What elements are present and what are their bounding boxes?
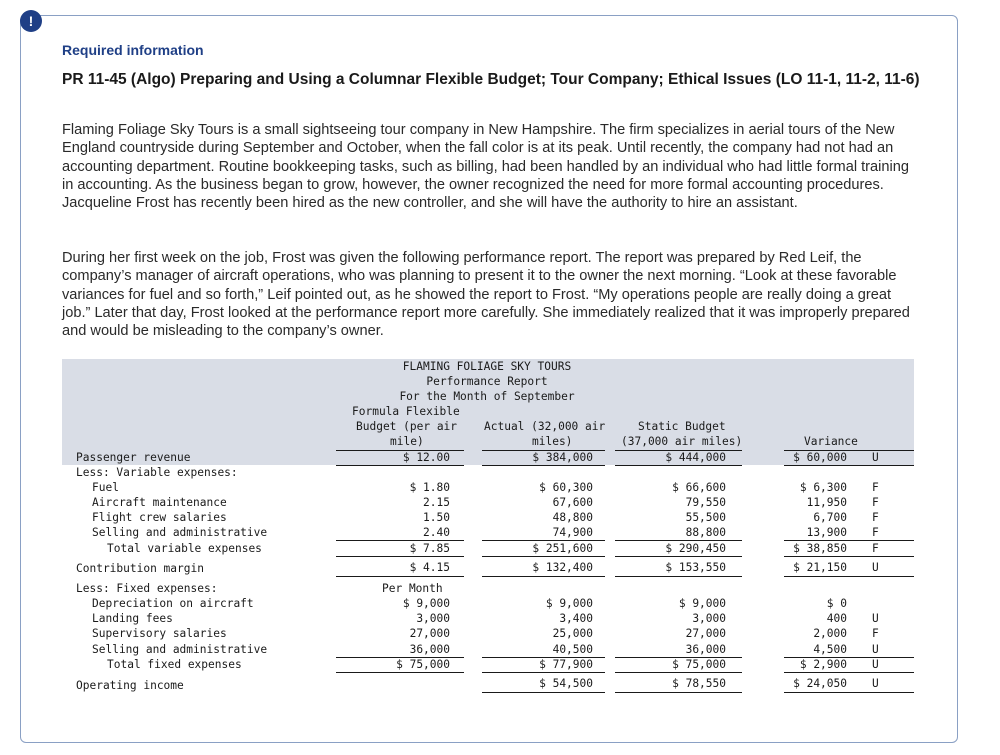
row-rule [784, 540, 914, 541]
row-rule [482, 556, 605, 557]
variance-flag: F [872, 481, 879, 494]
row-rule [784, 556, 914, 557]
formula-value: 2.15 [423, 496, 450, 509]
row-label: Selling and administrative [92, 526, 268, 539]
actual-value: $ 54,500 [539, 677, 593, 690]
row-rule [336, 556, 464, 557]
formula-value: $ 7.85 [409, 542, 450, 555]
static-value: 27,000 [685, 627, 726, 640]
row-label: Fuel [92, 481, 119, 494]
variance-value: 4,500 [813, 643, 847, 656]
static-value: 55,500 [685, 511, 726, 524]
static-value: $ 9,000 [678, 597, 726, 610]
variance-flag: F [872, 627, 879, 640]
row-rule [784, 672, 914, 673]
col-formula-line3: mile) [390, 435, 424, 448]
actual-value: 67,600 [552, 496, 593, 509]
section-label: Less: Fixed expenses: [76, 582, 218, 595]
row-label: Supervisory salaries [92, 627, 227, 640]
row-label: Passenger revenue [76, 451, 191, 464]
variance-flag: U [872, 612, 879, 625]
row-rule [784, 465, 914, 466]
row-rule [336, 540, 464, 541]
actual-value: $ 251,600 [532, 542, 593, 555]
formula-value: $ 12.00 [402, 451, 450, 464]
col-formula-line2: Budget (per air [356, 420, 458, 433]
formula-value: 27,000 [409, 627, 450, 640]
actual-value: $ 132,400 [532, 561, 593, 574]
row-rule [336, 465, 464, 466]
row-label: Total fixed expenses [107, 658, 242, 671]
section-label: Less: Variable expenses: [76, 466, 238, 479]
row-rule [336, 672, 464, 673]
row-rule [615, 672, 742, 673]
variance-value: $ 38,850 [793, 542, 847, 555]
static-value: $ 290,450 [665, 542, 726, 555]
performance-report-table [62, 359, 914, 703]
static-value: $ 75,000 [672, 658, 726, 671]
row-label: Landing fees [92, 612, 173, 625]
col-static-line1: Static Budget [638, 420, 726, 433]
actual-value: $ 384,000 [532, 451, 593, 464]
row-rule [615, 465, 742, 466]
row-label: Selling and administrative [92, 643, 268, 656]
actual-value: $ 77,900 [539, 658, 593, 671]
variance-value: $ 60,000 [793, 451, 847, 464]
variance-value: 400 [826, 612, 847, 625]
actual-value: 3,400 [559, 612, 593, 625]
formula-value: $ 1.80 [409, 481, 450, 494]
static-value: 3,000 [692, 612, 726, 625]
variance-flag: U [872, 658, 879, 671]
actual-value: 25,000 [552, 627, 593, 640]
static-value: $ 78,550 [672, 677, 726, 690]
row-rule [482, 576, 605, 577]
required-information-heading: Required information [62, 42, 204, 58]
actual-value: 40,500 [552, 643, 593, 656]
formula-value: $ 75,000 [396, 658, 450, 671]
col-actual-line1: Actual (32,000 air [484, 420, 606, 433]
variance-flag: F [872, 542, 879, 555]
problem-title: PR 11-45 (Algo) Preparing and Using a Columnar Flexible Budget; Tour Company; Ethical Issues (LO 11-1, 11-2, 11-6) [62, 71, 920, 88]
row-rule [784, 692, 914, 693]
row-rule [615, 540, 742, 541]
row-rule [482, 540, 605, 541]
row-rule [615, 692, 742, 693]
variance-value: $ 2,900 [799, 658, 847, 671]
variance-flag: F [872, 526, 879, 539]
variance-flag: U [872, 451, 879, 464]
variance-value: 2,000 [813, 627, 847, 640]
row-label: Total variable expenses [107, 542, 262, 555]
variance-flag: U [872, 561, 879, 574]
col-formula-line1: Formula Flexible [352, 405, 460, 418]
static-value: $ 153,550 [665, 561, 726, 574]
static-value: 88,800 [685, 526, 726, 539]
static-value: 79,550 [685, 496, 726, 509]
alert-icon: ! [20, 10, 42, 32]
formula-value: 36,000 [409, 643, 450, 656]
row-label: Contribution margin [76, 562, 204, 575]
row-rule [784, 576, 914, 577]
row-rule [482, 672, 605, 673]
row-rule [336, 576, 464, 577]
actual-value: 74,900 [552, 526, 593, 539]
variance-value: $ 0 [826, 597, 847, 610]
per-month-label: Per Month [382, 582, 443, 595]
variance-value: $ 24,050 [793, 677, 847, 690]
variance-value: $ 6,300 [799, 481, 847, 494]
report-company-name: FLAMING FOLIAGE SKY TOURS [402, 360, 572, 373]
row-label: Depreciation on aircraft [92, 597, 254, 610]
formula-value: 3,000 [416, 612, 450, 625]
variance-flag: F [872, 496, 879, 509]
row-rule [615, 576, 742, 577]
col-actual-line2: miles) [532, 435, 573, 448]
formula-value: 1.50 [423, 511, 450, 524]
actual-value: $ 60,300 [539, 481, 593, 494]
formula-value: 2.40 [423, 526, 450, 539]
formula-value: $ 4.15 [409, 561, 450, 574]
row-label: Flight crew salaries [92, 511, 227, 524]
variance-flag: U [872, 643, 879, 656]
variance-value: 6,700 [813, 511, 847, 524]
actual-value: $ 9,000 [545, 597, 593, 610]
variance-flag: F [872, 511, 879, 524]
col-variance: Variance [804, 435, 858, 448]
row-rule [615, 556, 742, 557]
actual-value: 48,800 [552, 511, 593, 524]
row-label: Aircraft maintenance [92, 496, 227, 509]
variance-value: 11,950 [806, 496, 847, 509]
static-value: $ 444,000 [665, 451, 726, 464]
scenario-paragraph: During her first week on the job, Frost was given the following performance report. The report was prepared by Red Leif, the company’s manager of aircraft operations, who was planning to present it to the owner the next morning. “Look at these favorable variances for fuel and so forth,” Leif pointed out, as he showed the report to Frost. “My operations people are really doing a great job.” Later that day, Frost looked at the performance report more carefully. She immediately realized that it was improperly prepared and would be misleading to the company’s owner. [62, 250, 910, 340]
row-rule [482, 465, 605, 466]
row-label: Operating income [76, 679, 184, 692]
intro-paragraph: Flaming Foliage Sky Tours is a small sightseeing tour company in New Hampshire. The firm specializes in aerial tours of the New England countryside during September and October, when the fall color is at its peak. Until recently, the company had not had an accounting department. Routine bookkeeping tasks, such as billing, had been handled by an individual who had little formal training in accounting. As the business began to grow, however, the owner recognized the need for more formal accounting procedures. Jacqueline Frost has recently been hired as the new controller, and she will have the authority to hire an assistant. [62, 122, 909, 212]
variance-value: 13,900 [806, 526, 847, 539]
row-rule [482, 692, 605, 693]
col-static-line2: (37,000 air miles) [621, 435, 743, 448]
static-value: $ 66,600 [672, 481, 726, 494]
formula-value: $ 9,000 [402, 597, 450, 610]
report-name: Performance Report [426, 375, 548, 388]
report-period: For the Month of September [399, 390, 575, 403]
variance-flag: U [872, 677, 879, 690]
variance-value: $ 21,150 [793, 561, 847, 574]
static-value: 36,000 [685, 643, 726, 656]
